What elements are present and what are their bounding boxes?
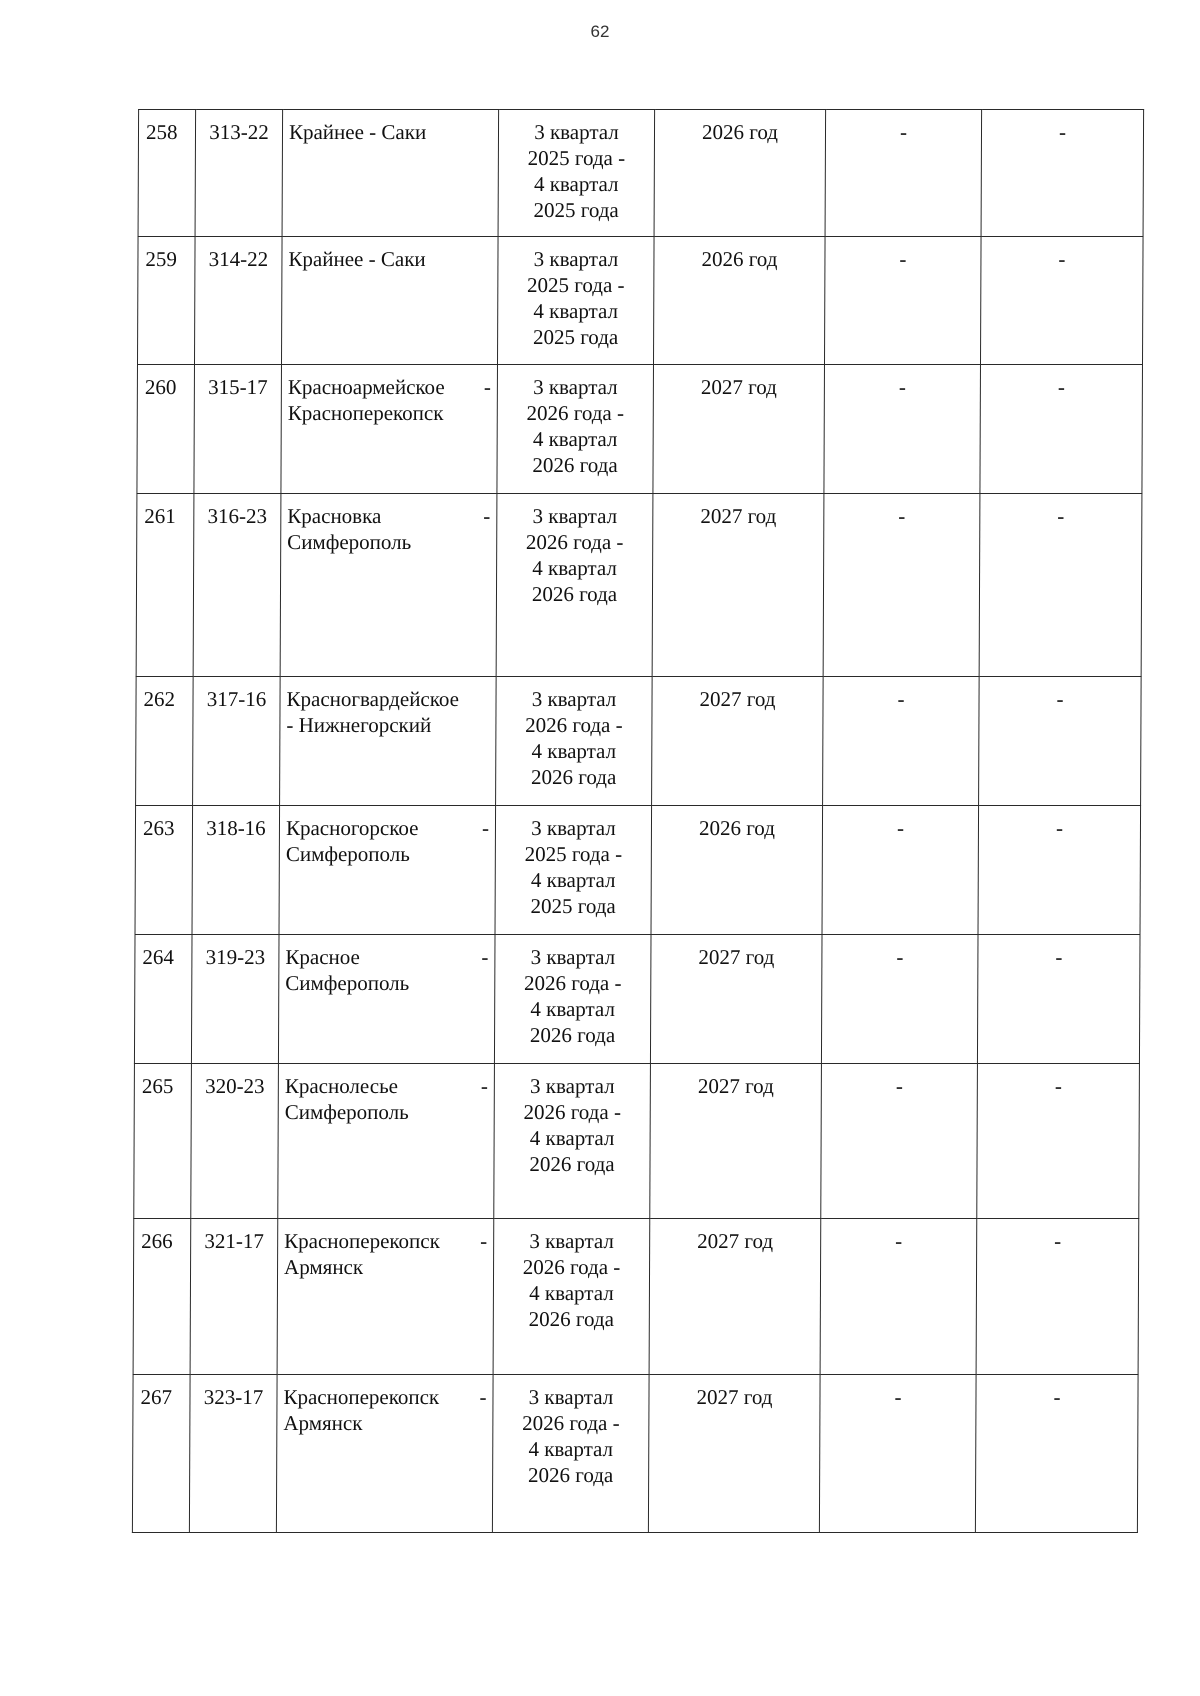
period-line: 2026 года - — [525, 713, 623, 737]
route-code-cell: 318-16 — [192, 806, 280, 935]
year-cell: 2027 год — [650, 935, 822, 1064]
period-line: 4 квартал — [533, 172, 619, 196]
route-from: Красновка — [287, 504, 382, 528]
period-line: 2026 года - — [523, 971, 622, 995]
route-to: Симферополь — [285, 971, 410, 995]
column-6-cell: - — [825, 110, 982, 237]
period-line: 4 квартал — [532, 427, 618, 451]
table-row — [132, 1375, 1138, 1533]
period-line: 2026 года — [529, 1023, 616, 1047]
table-row — [136, 677, 1142, 806]
column-6-cell: - — [823, 494, 980, 677]
table-row — [134, 935, 1140, 1064]
year-cell: 2027 год — [650, 1064, 822, 1219]
column-7-cell: - — [976, 1219, 1139, 1375]
route-from: Красноперекопск — [283, 1385, 440, 1409]
year-cell: 2027 год — [652, 677, 824, 806]
route-separator: - — [479, 1385, 487, 1409]
column-7-cell: - — [980, 365, 1143, 494]
row-number-cell: 260 — [137, 365, 195, 494]
year-cell: 2027 год — [648, 1375, 820, 1533]
period-line: 3 квартал — [532, 504, 618, 528]
route-line: Красногвардейское — [286, 687, 460, 711]
row-number-cell: 258 — [138, 110, 196, 237]
period-line: 4 квартал — [529, 1281, 614, 1305]
route-separator: - — [483, 504, 491, 528]
period-line: 2025 года - — [527, 273, 625, 297]
period-line: 4 квартал — [533, 299, 619, 323]
year-cell: 2027 год — [652, 494, 824, 677]
period-line: 4 квартал — [532, 556, 617, 580]
row-number-cell: 267 — [132, 1375, 190, 1533]
period-line: 2026 года - — [522, 1255, 621, 1279]
period-line: 2026 года — [531, 582, 618, 606]
route-name-cell — [278, 1064, 495, 1219]
table-row — [138, 110, 1144, 237]
route-name-cell — [277, 1219, 494, 1375]
column-6-cell: - — [821, 1064, 978, 1219]
period-cell — [497, 365, 654, 494]
period-line: 4 квартал — [530, 868, 616, 892]
period-line: 2026 года — [532, 453, 618, 477]
route-code-cell: 317-16 — [193, 677, 281, 806]
period-line: 3 квартал — [530, 1074, 615, 1098]
route-name-cell — [280, 494, 497, 677]
route-from: Красное — [285, 945, 360, 969]
period-line: 2026 года - — [525, 530, 624, 554]
period-line: 2026 года — [529, 1152, 615, 1176]
column-7-cell: - — [977, 935, 1140, 1064]
row-number-cell: 261 — [136, 494, 194, 677]
route-name-cell — [282, 110, 499, 237]
period-cell — [497, 237, 654, 365]
year-cell: 2026 год — [654, 110, 826, 237]
route-from: Краснолесье — [284, 1074, 399, 1098]
route-separator: - — [480, 1074, 488, 1098]
route-name-cell — [280, 677, 497, 806]
period-line: 2025 года — [533, 198, 619, 222]
schedule-table — [132, 109, 1144, 1533]
row-number-cell: 266 — [133, 1219, 191, 1375]
period-line: 3 квартал — [529, 1229, 615, 1253]
period-line: 4 квартал — [530, 997, 616, 1021]
route-separator: - — [481, 816, 490, 840]
route-code-cell: 313-22 — [195, 110, 283, 237]
route-from: Красногорское — [285, 816, 419, 840]
period-line: 4 квартал — [529, 1126, 615, 1150]
route-line: - Нижнегорский — [286, 713, 432, 737]
page-number: 62 — [590, 22, 610, 41]
period-cell — [492, 1375, 649, 1533]
period-line: 2026 года - — [523, 1100, 622, 1124]
route-from: Красноармейское — [287, 375, 445, 399]
route-separator: - — [480, 1229, 488, 1253]
route-separator: - — [481, 945, 489, 969]
column-7-cell: - — [979, 494, 1142, 677]
column-7-cell: - — [980, 237, 1143, 365]
row-number-cell: 262 — [136, 677, 194, 806]
row-number-cell: 265 — [134, 1064, 192, 1219]
route-line: Крайнее - Саки — [288, 247, 426, 271]
period-cell — [498, 110, 655, 237]
period-line: 2025 года - — [527, 146, 626, 170]
table-row — [135, 806, 1141, 935]
route-code-cell: 323-17 — [189, 1375, 277, 1533]
period-cell — [493, 1219, 650, 1375]
route-code-cell: 320-23 — [191, 1064, 279, 1219]
table-row — [137, 365, 1143, 494]
period-cell — [496, 494, 653, 677]
year-cell: 2026 год — [651, 806, 823, 935]
year-cell: 2027 год — [649, 1219, 821, 1375]
route-to: Армянск — [284, 1255, 364, 1279]
period-line: 3 квартал — [534, 120, 619, 144]
period-line: 3 квартал — [533, 375, 618, 399]
route-code-cell: 315-17 — [194, 365, 282, 494]
period-line: 4 квартал — [531, 739, 617, 763]
period-line: 3 квартал — [530, 945, 616, 969]
period-line: 2026 года — [527, 1463, 614, 1487]
route-from: Красноперекопск — [284, 1229, 440, 1253]
table-row — [136, 494, 1142, 677]
route-line: Крайнее - Саки — [288, 120, 427, 144]
period-line: 3 квартал — [533, 247, 619, 271]
column-6-cell: - — [824, 365, 981, 494]
route-to: Армянск — [283, 1411, 363, 1435]
period-cell — [494, 935, 651, 1064]
period-line: 2025 года — [532, 325, 619, 349]
route-to: Красноперекопск — [287, 401, 444, 425]
column-7-cell: - — [978, 806, 1141, 935]
period-line: 3 квартал — [528, 1385, 614, 1409]
route-separator: - — [483, 375, 491, 399]
table-row — [134, 1064, 1140, 1219]
period-line: 2025 года — [530, 894, 616, 918]
period-cell — [494, 1064, 651, 1219]
route-name-cell — [276, 1375, 493, 1533]
route-code-cell: 319-23 — [191, 935, 279, 1064]
period-cell — [496, 677, 653, 806]
period-cell — [495, 806, 652, 935]
column-6-cell: - — [823, 677, 980, 806]
route-name-cell — [279, 806, 496, 935]
route-to: Симферополь — [285, 842, 410, 866]
column-7-cell: - — [975, 1375, 1138, 1533]
period-line: 2025 года - — [524, 842, 623, 866]
column-7-cell: - — [981, 110, 1144, 237]
period-line: 3 квартал — [531, 816, 616, 840]
row-number-cell: 263 — [135, 806, 193, 935]
route-code-cell: 321-17 — [190, 1219, 278, 1375]
year-cell: 2026 год — [653, 237, 825, 365]
route-to: Симферополь — [287, 530, 412, 554]
column-6-cell: - — [822, 806, 979, 935]
year-cell: 2027 год — [653, 365, 825, 494]
column-6-cell: - — [824, 237, 981, 365]
period-line: 4 квартал — [528, 1437, 614, 1461]
column-6-cell: - — [820, 1219, 977, 1375]
period-line: 3 квартал — [531, 687, 617, 711]
route-to: Симферополь — [284, 1100, 409, 1124]
period-line: 2026 года - — [526, 401, 625, 425]
column-7-cell: - — [977, 1064, 1140, 1219]
period-line: 2026 года — [531, 765, 617, 789]
route-name-cell — [281, 365, 498, 494]
row-number-cell: 259 — [137, 237, 195, 365]
route-code-cell: 314-22 — [194, 237, 282, 365]
route-code-cell: 316-23 — [193, 494, 281, 677]
column-7-cell: - — [979, 677, 1142, 806]
column-6-cell: - — [821, 935, 978, 1064]
route-name-cell — [278, 935, 495, 1064]
table-row — [137, 237, 1143, 365]
route-name-cell — [281, 237, 498, 365]
period-line: 2026 года - — [522, 1411, 620, 1435]
table-row — [133, 1219, 1139, 1375]
period-line: 2026 года — [528, 1307, 615, 1331]
column-6-cell: - — [819, 1375, 976, 1533]
row-number-cell: 264 — [134, 935, 192, 1064]
